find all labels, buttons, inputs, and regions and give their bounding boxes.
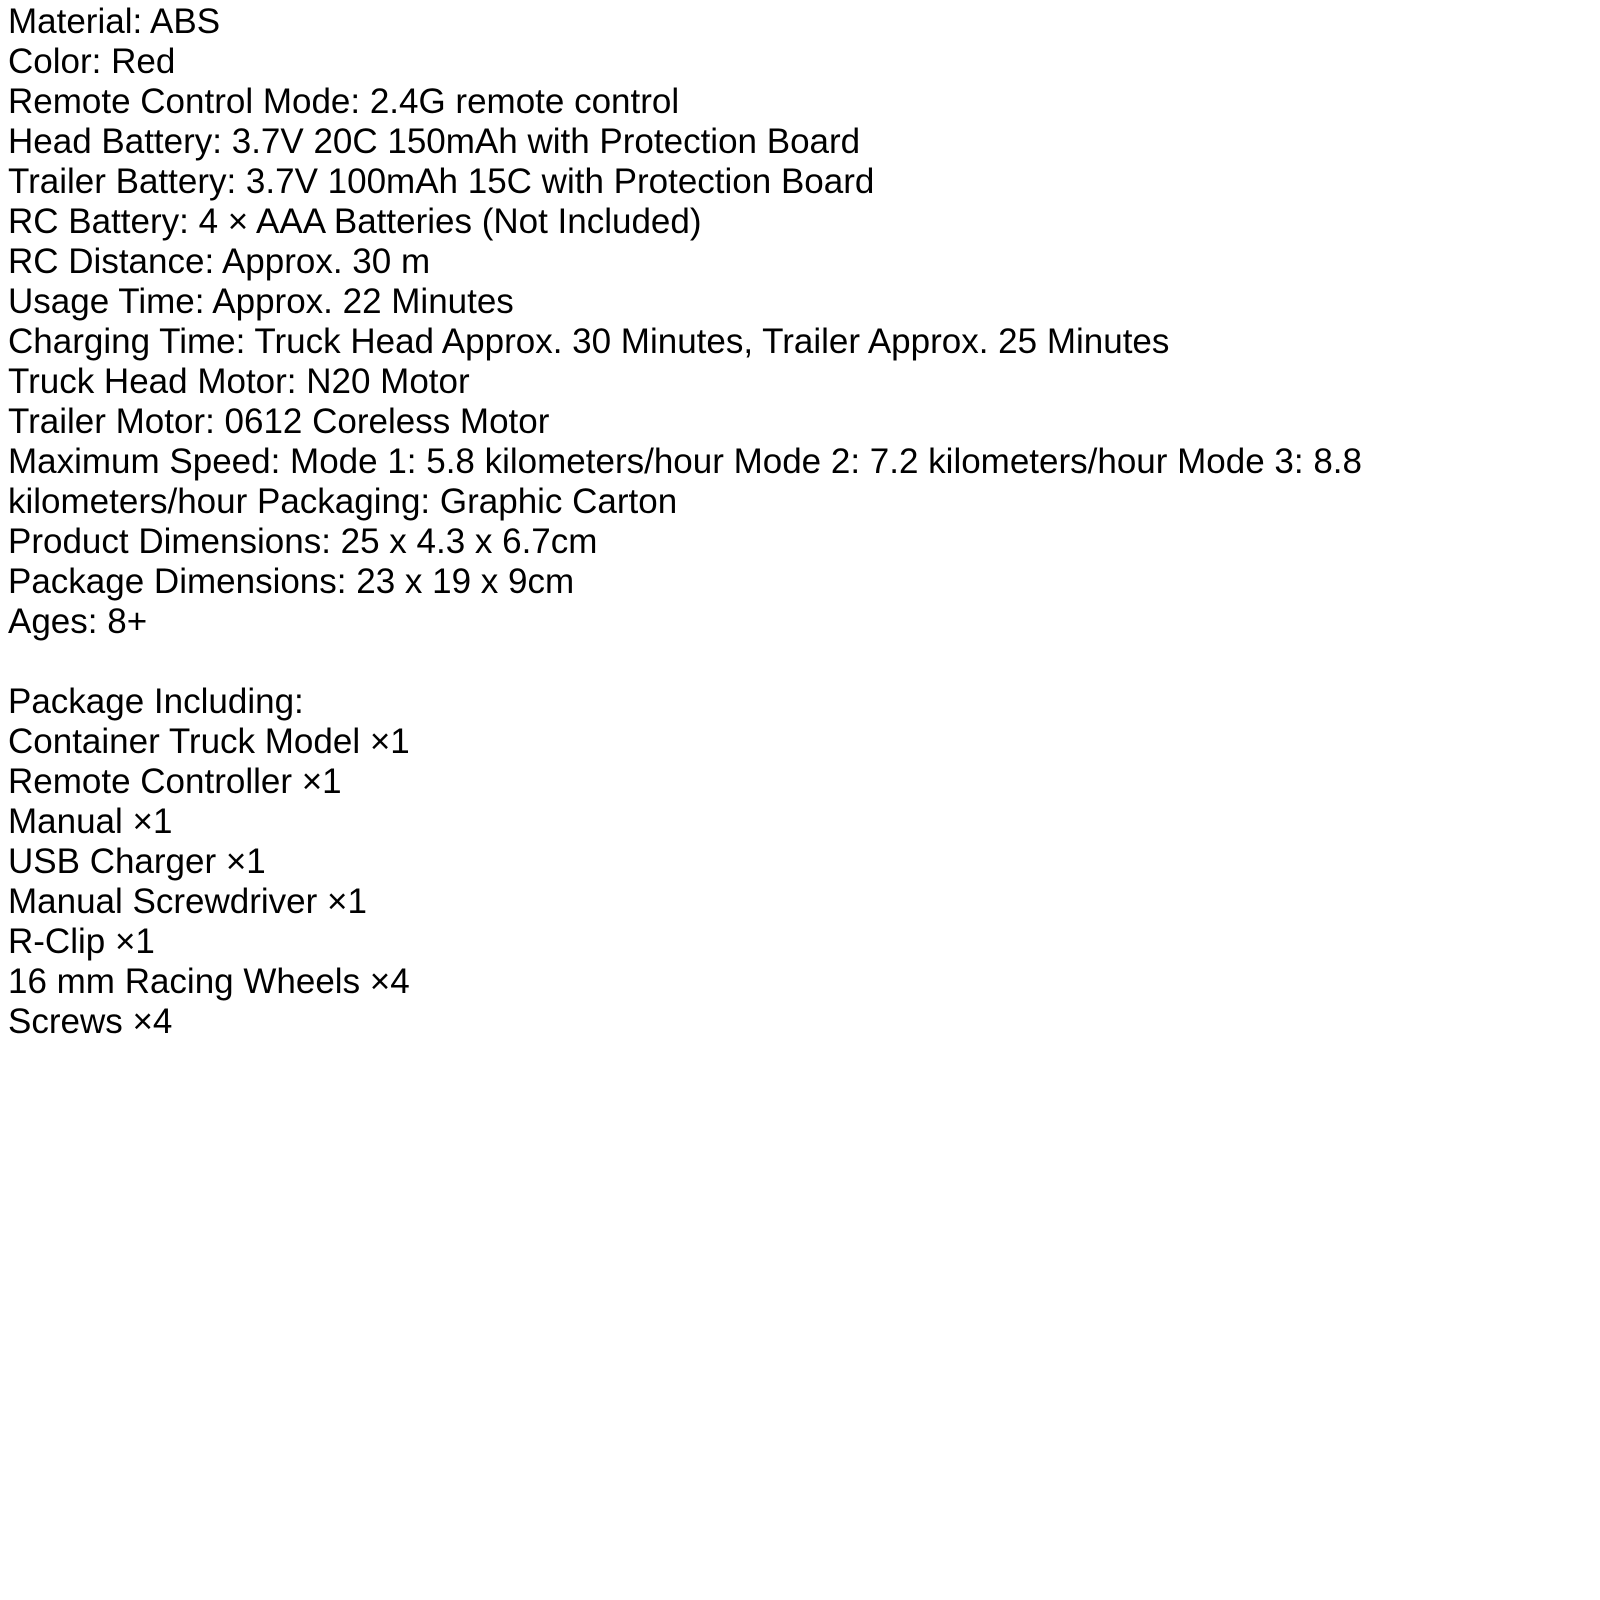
package-item: Container Truck Model ×1 [8, 722, 410, 761]
package-item: 16 mm Racing Wheels ×4 [8, 962, 410, 1001]
spec-ages: Ages: 8+ [8, 602, 148, 641]
spec-usage-time: Usage Time: Approx. 22 Minutes [8, 282, 514, 321]
spec-rc-battery: RC Battery: 4 × AAA Batteries (Not Included) [8, 202, 702, 241]
product-description [8, 2, 1458, 1042]
section-spacer [8, 642, 1458, 682]
spec-truck-head-motor: Truck Head Motor: N20 Motor [8, 362, 470, 401]
spec-package-dimensions: Package Dimensions: 23 x 19 x 9cm [8, 562, 575, 601]
package-item: R-Clip ×1 [8, 922, 155, 961]
spec-remote-control-mode: Remote Control Mode: 2.4G remote control [8, 82, 680, 121]
spec-trailer-motor: Trailer Motor: 0612 Coreless Motor [8, 402, 550, 441]
spec-rc-distance: RC Distance: Approx. 30 m [8, 242, 431, 281]
package-item: Screws ×4 [8, 1002, 173, 1041]
package-item: USB Charger ×1 [8, 842, 266, 881]
spec-maximum-speed: Maximum Speed: Mode 1: 5.8 kilometers/hour Mode 2: 7.2 kilometers/hour Mode 3: 8.8 kilometers/hour Packaging: Graphic Carton [8, 442, 1362, 521]
spec-color: Color: Red [8, 42, 176, 81]
spec-head-battery: Head Battery: 3.7V 20C 150mAh with Protection Board [8, 122, 861, 161]
spec-product-dimensions: Product Dimensions: 25 x 4.3 x 6.7cm [8, 522, 598, 561]
package-item: Remote Controller ×1 [8, 762, 342, 801]
package-item: Manual ×1 [8, 802, 173, 841]
package-heading: Package Including: [8, 682, 304, 721]
spec-material: Material: ABS [8, 2, 221, 41]
spec-list [8, 2, 1458, 642]
package-contents [8, 682, 1458, 1042]
spec-trailer-battery: Trailer Battery: 3.7V 100mAh 15C with Protection Board [8, 162, 875, 201]
spec-charging-time: Charging Time: Truck Head Approx. 30 Minutes, Trailer Approx. 25 Minutes [8, 322, 1170, 361]
package-item: Manual Screwdriver ×1 [8, 882, 367, 921]
